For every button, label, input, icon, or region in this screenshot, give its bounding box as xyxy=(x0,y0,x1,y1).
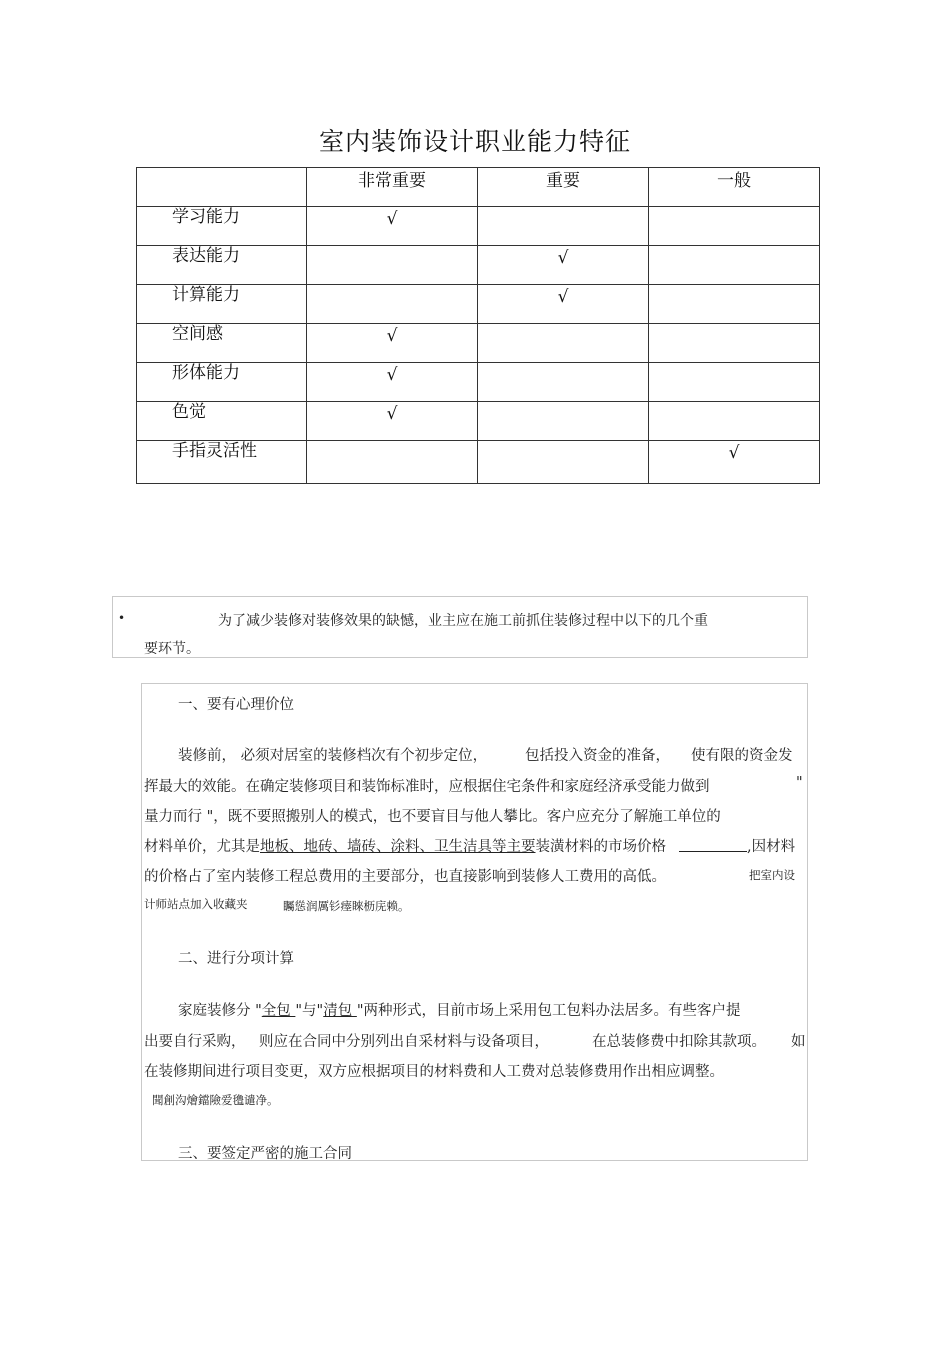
table-row xyxy=(137,441,820,484)
intro-text-line1: 为了减少装修对装修效果的缺憾，业主应在施工前抓住装修过程中以下的几个重 xyxy=(218,613,708,629)
check-important: √ xyxy=(478,285,649,324)
table-row xyxy=(137,402,820,441)
check-important xyxy=(478,363,649,402)
blank-underline xyxy=(679,851,747,852)
header-important: 重要 xyxy=(478,168,649,207)
table-row xyxy=(137,207,820,246)
check-general xyxy=(649,363,820,402)
table-row xyxy=(137,246,820,285)
section1-small-text: 矚慫润厲钐瘗睞枥庑赖。 xyxy=(283,899,410,913)
table-row xyxy=(137,285,820,324)
check-very-important xyxy=(307,285,478,324)
table-row xyxy=(137,363,820,402)
section1-text: 装修前， 必须对居室的装修档次有个初步定位， xyxy=(178,748,488,764)
section1-text-part: 材料单价，尤其是 xyxy=(144,839,260,855)
header-general: 一般 xyxy=(649,168,820,207)
section1-text xyxy=(144,835,666,856)
check-important xyxy=(478,441,649,484)
section2-text-part: "两种形式，目前市场上采用包工包料办法居多。有些客户提 xyxy=(356,1003,741,1019)
section1-text: 量力而行 "，既不要照搬别人的模式，也不要盲目与他人攀比。客户应充分了解施工单位的 xyxy=(144,809,721,825)
section1-text: 包括投入资金的准备， xyxy=(525,748,670,764)
bullet-icon: • xyxy=(118,611,126,625)
section3-heading: 三、要签定严密的施工合同 xyxy=(178,1146,352,1162)
intro-text-line2: 要环节。 xyxy=(144,641,200,657)
check-general xyxy=(649,285,820,324)
section1-text: 挥最大的效能。在确定装修项目和装饰标准时，应根据住宅条件和家庭经济承受能力做到 xyxy=(144,779,710,795)
check-general xyxy=(649,207,820,246)
section1-text: " xyxy=(796,775,803,791)
check-general: √ xyxy=(649,441,820,484)
table-row xyxy=(137,324,820,363)
check-general xyxy=(649,402,820,441)
section1-heading: 一、要有心理价位 xyxy=(178,697,294,713)
check-general xyxy=(649,324,820,363)
section2-text: 在装修期间进行项目变更，双方应根据项目的材料费和人工费对总装修费用作出相应调整。 xyxy=(144,1064,724,1080)
section1-text: 使有限的资金发 xyxy=(691,748,793,764)
check-very-important: √ xyxy=(307,402,478,441)
section1-small-text: 把室内设 xyxy=(749,868,795,882)
section1-text-part: 装潢材料的市场价格 xyxy=(535,839,666,855)
check-very-important xyxy=(307,246,478,285)
section2-text-part: "与" xyxy=(295,1003,324,1019)
section2-small-text: 聞創沟燴鐺險爱氇谴净。 xyxy=(152,1093,279,1107)
row-label: 表达能力 xyxy=(137,246,307,285)
section2-underlined-labor-package: 清包 xyxy=(323,1003,357,1019)
intro-box xyxy=(112,596,808,658)
row-label: 学习能力 xyxy=(137,207,307,246)
section2-text: 出要自行采购， xyxy=(144,1034,246,1050)
content-box xyxy=(141,683,808,1161)
section2-text-part: 家庭装修分 " xyxy=(178,1003,262,1019)
page-title: 室内装饰设计职业能力特征 xyxy=(318,127,631,156)
table-header-row xyxy=(137,168,820,207)
section1-text: ,因材料 xyxy=(747,839,796,855)
section2-text xyxy=(178,999,741,1020)
header-empty xyxy=(137,168,307,207)
row-label: 空间感 xyxy=(137,324,307,363)
check-important xyxy=(478,402,649,441)
section2-underlined-full-package: 全包 xyxy=(261,1003,296,1019)
header-very-important: 非常重要 xyxy=(307,168,478,207)
row-label: 手指灵活性 xyxy=(137,441,307,484)
check-general xyxy=(649,246,820,285)
section1-underlined-materials: 地板、地砖、墙砖、涂料、卫生洁具等主要 xyxy=(260,839,536,855)
row-label: 色觉 xyxy=(137,402,307,441)
check-important xyxy=(478,207,649,246)
check-very-important: √ xyxy=(307,324,478,363)
row-label: 形体能力 xyxy=(137,363,307,402)
section2-text: 在总装修费中扣除其款项。 xyxy=(592,1034,766,1050)
section2-text: 则应在合同中分别列出自采材料与设备项目， xyxy=(259,1034,549,1050)
section2-heading: 二、进行分项计算 xyxy=(178,951,294,967)
section2-text: 如 xyxy=(791,1034,806,1050)
check-very-important: √ xyxy=(307,207,478,246)
check-very-important: √ xyxy=(307,363,478,402)
ability-table xyxy=(136,167,820,484)
section1-text: 的价格占了室内装修工程总费用的主要部分，也直接影响到装修人工费用的高低。 xyxy=(144,869,666,885)
check-important xyxy=(478,324,649,363)
check-important: √ xyxy=(478,246,649,285)
row-label: 计算能力 xyxy=(137,285,307,324)
check-very-important xyxy=(307,441,478,484)
section1-small-text: 计师站点加入收藏夹 xyxy=(144,897,248,911)
